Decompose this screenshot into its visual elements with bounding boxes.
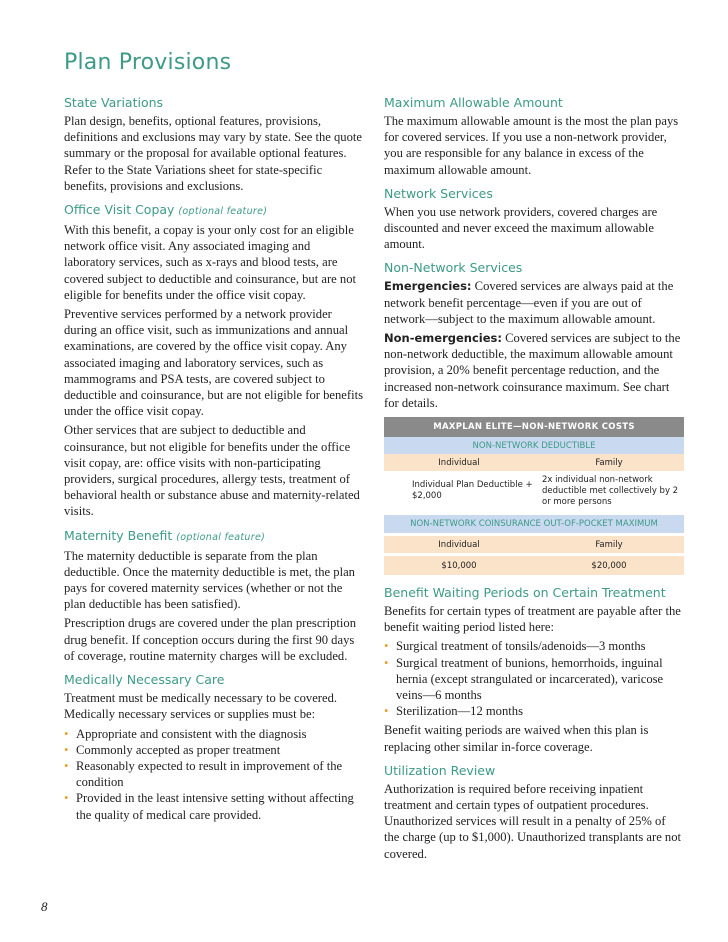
non-emergencies-paragraph (384, 330, 684, 411)
section-maternity-benefit (64, 527, 364, 664)
table-row (384, 536, 684, 553)
non-network-costs-table (384, 417, 684, 575)
medically-necessary-list (64, 726, 364, 823)
section-office-visit-copay (64, 201, 364, 520)
waiting-periods-list (384, 638, 684, 719)
list-item: • Surgical treatment of tonsils/adenoids—3 months (384, 638, 684, 654)
list-item: • Sterilization—12 months (384, 703, 684, 719)
list-item: • Appropriate and consistent with the diagnosis (64, 726, 364, 742)
max-allowable-heading: Maximum Allowable Amount (384, 95, 563, 110)
section-max-allowable (384, 94, 684, 178)
list-item: • Surgical treatment of bunions, hemorrhoids, inguinal hernia (except strangulated or incarcerated), varicose veins—6 months (384, 655, 684, 704)
page-title: Plan Provisions (64, 50, 232, 75)
deductible-header: NON-NETWORK DEDUCTIBLE (384, 437, 684, 454)
coinsurance-family-value: $20,000 (591, 560, 627, 571)
coinsurance-individual-value: $10,000 (441, 560, 477, 571)
maternity-paragraph: Prescription drugs are covered under the plan prescription drug benefit. If conception occurs during the first 90 days of coverage, routine maternity charges will be excluded. (64, 616, 357, 663)
col-individual: Individual (438, 539, 480, 550)
list-item: • Reasonably expected to result in improvement of the condition (64, 758, 364, 790)
table-row (384, 471, 684, 511)
office-visit-paragraph: With this benefit, a copay is your only cost for an eligible network office visit. Any associated imaging and laboratory services, such as x-rays and blood tests, are covered subject to deductible and coinsurance, but are not eligible for benefits under the office visit copay. (64, 223, 356, 302)
individual-deductible-value: Individual Plan Deductible + $2,000 (412, 480, 533, 502)
coinsurance-header: NON-NETWORK COINSURANCE OUT-OF-POCKET MAXIMUM (384, 515, 684, 533)
waiting-periods-text: Benefits for certain types of treatment are payable after the benefit waiting period listed here: (384, 604, 681, 635)
state-variations-heading: State Variations (64, 95, 164, 110)
section-medically-necessary (64, 671, 364, 823)
family-deductible-value: 2x individual non-network deductible met collectively by 2 or more persons (542, 474, 679, 507)
section-state-variations (64, 94, 364, 194)
network-services-text: When you use network providers, covered charges are discounted and never exceed the maximum allowable amount. (384, 204, 658, 252)
office-visit-heading-label: Office Visit Copay (64, 202, 175, 218)
left-column (64, 94, 364, 830)
max-allowable-text: The maximum allowable amount is the most the plan pays for covered services. If you use a non-network provider, you are responsible for any balance in excess of the maximum allowable amount. (384, 114, 679, 177)
waiting-periods-heading: Benefit Waiting Periods on Certain Treatment (384, 585, 666, 601)
utilization-heading: Utilization Review (384, 762, 496, 778)
section-non-network (384, 259, 684, 411)
utilization-text: Authorization is required before receiving inpatient treatment and certain types of outpatient procedures. Unauthorized services will result in a penalty of 25% of the charge (up to $1,000). Unauthorized transplants are not covered. (384, 781, 682, 861)
list-item: • Provided in the least intensive setting without affecting the quality of medical care provided. (64, 790, 364, 822)
office-visit-paragraph: Other services that are subject to deductible and coinsurance, but not eligible for benefits under the office visit copay, are: office visits with non-participating providers, surgical procedures, allergy tests, treatment of behavioral health or substance abuse and maternity-related visits. (64, 423, 360, 519)
col-family: Family (595, 457, 623, 468)
non-network-heading: Non-Network Services (384, 260, 523, 276)
network-services-heading: Network Services (384, 185, 493, 201)
emergencies-paragraph (384, 278, 684, 327)
office-visit-optional-note: (optional feature) (178, 206, 268, 218)
col-family: Family (595, 539, 623, 550)
emergencies-label: Emergencies: (384, 279, 472, 294)
non-emergencies-text: Covered services are subject to the non-network deductible, the maximum allowable amount provision, a 20% benefit percentage reduction, and the increased non-network coinsurance maximum. See chart for details. (384, 331, 681, 410)
maternity-paragraph: The maternity deductible is separate from the plan deductible. Once the maternity deductible is met, the plan pays for covered maternity services (whether or not the plan deductible has been satisfied). (64, 548, 355, 612)
office-visit-heading (64, 201, 364, 220)
state-variations-text: Plan design, benefits, optional features, provisions, definitions and exclusions may vary by state. See the quote summary or the proposal for available optional features. Refer to the State Variations sheet for state-specific benefits, provisions and exclusions. (64, 114, 362, 193)
office-visit-paragraph: Preventive services performed by a network provider during an office visit, such as immunizations and annual examinations, are covered by the office visit copay. Any associated imaging and laboratory services, such as mammograms and PSA tests, are covered subject to deductible and coinsurance, but are not eligible for benefits under the office visit copay. (64, 307, 363, 419)
table-row (384, 454, 684, 471)
section-waiting-periods (384, 584, 684, 755)
table-title: MAXPLAN ELITE—NON-NETWORK COSTS (384, 417, 684, 437)
non-emergencies-label: Non-emergencies: (384, 331, 502, 346)
maternity-heading-label: Maternity Benefit (64, 527, 173, 543)
emergencies-text: Covered services are always paid at the network benefit percentage—even if you are out of network—subject to the maximum allowable amount. (384, 279, 674, 326)
right-column (384, 94, 684, 869)
section-network-services (384, 185, 684, 253)
page-number: 8 (41, 899, 48, 914)
list-item: • Commonly accepted as proper treatment (64, 742, 364, 758)
maternity-heading (64, 527, 364, 546)
col-individual: Individual (438, 457, 480, 468)
medically-necessary-text: Treatment must be medically necessary to be covered. Medically necessary services or supplies must be: (64, 691, 338, 722)
medically-necessary-heading: Medically Necessary Care (64, 672, 225, 688)
waiting-periods-closing: Benefit waiting periods are waived when this plan is replacing other similar in-force coverage. (384, 723, 649, 754)
section-utilization-review (384, 762, 684, 862)
maternity-optional-note: (optional feature) (176, 531, 266, 543)
table-row (384, 556, 684, 575)
